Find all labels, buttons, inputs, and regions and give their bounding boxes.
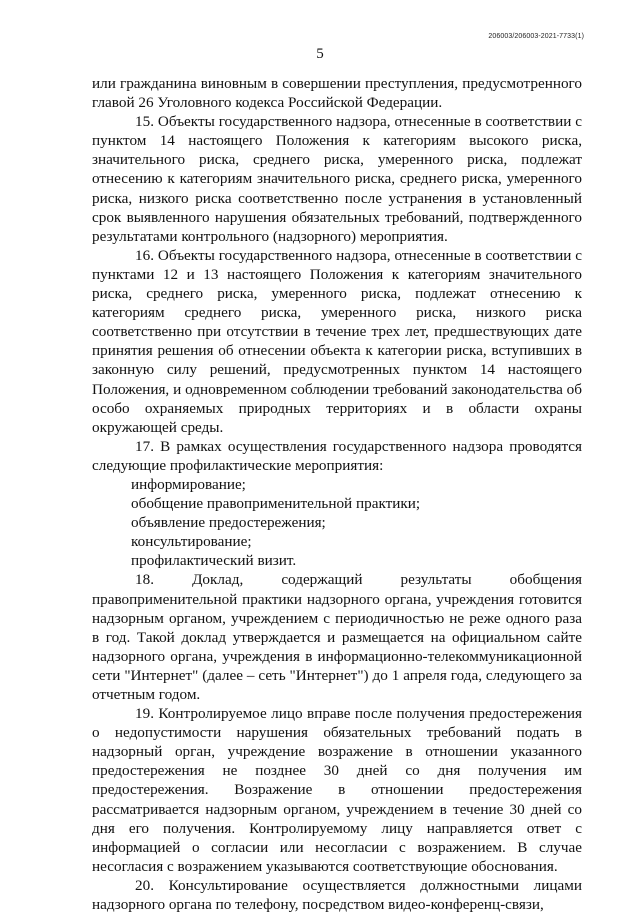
paragraph-19: 19. Контролируемое лицо вправе после получения предостережения о недопустимости нарушения обязательных требований подать в надзорный орган, учреждение возражение в отношении указанного предостережения не позднее 30 дней со дня получения им предостережения. Возражение в отношении предостережения рассматривается надзорным органом, учреждением в течение 30 дней со дня его получения. Контролируемому лицу направляется ответ с информацией о согласии или несогласии с возражением. В случае несогласия с возражением указываются соответствующие обоснования. bbox=[92, 705, 582, 875]
paragraph-15: 15. Объекты государственного надзора, отнесенные в соответствии с пунктом 14 настоящего Положения к категориям высокого риска, значительного риска, среднего риска, умеренного риска, подлежат отнесению к категориям значительного риска, среднего риска, умеренного риска, низкого риска соответственно после устранения в установленный срок выявленного нарушения обязательных требований, подтвержденного результатами контрольного (надзорного) мероприятия. bbox=[92, 113, 582, 245]
page-number: 5 bbox=[316, 46, 324, 62]
list-item: обобщение правоприменительной практики; bbox=[131, 495, 421, 513]
paragraph-16: 16. Объекты государственного надзора, отнесенные в соответствии с пунктами 12 и 13 настоящего Положения к категориям значительного риска, среднего риска, умеренного риска, подлежат отнесению к категориям среднего риска, умеренного риска, низкого риска соответственно при отсутствии в течение трех лет, предшествующих дате принятия решения об отнесении объекта к категории риска, вступивших в законную силу решений, предусмотренных пунктом 14 настоящего Положения, и одновременном соблюдении требований законодательства об особо охраняемых природных территориях и в области охраны окружающей среды. bbox=[92, 246, 582, 436]
list-item: объявление предостережения; bbox=[131, 514, 326, 532]
list-item: консультирование; bbox=[131, 533, 252, 551]
list-item: информирование; bbox=[131, 475, 246, 493]
list-item: профилактический визит. bbox=[131, 552, 297, 570]
document-id: 206003/206003-2021-7733(1) bbox=[488, 33, 584, 40]
paragraph-17: 17. В рамках осуществления государственного надзора проводятся следующие профилактические мероприятия: bbox=[92, 437, 582, 474]
paragraph-18: 18. Доклад, содержащий результаты обобщения правоприменительной практики надзорного органа, учреждения готовится надзорным органом, учреждением с периодичностью не реже одного раза в год. Такой доклад утверждается и размещается на официальном сайте надзорного органа, учреждения в информационно-телекоммуникационной сети "Интернет" (далее – сеть "Интернет") до 1 апреля года, следующего за отчетным годом. bbox=[92, 571, 582, 703]
paragraph-20: 20. Консультирование осуществляется должностными лицами надзорного органа по телефону, посредством видео-конференц-связи, bbox=[92, 876, 582, 914]
paragraph-continuation: или гражданина виновным в совершении преступления, предусмотренного главой 26 Уголовного кодекса Российской Федерации. bbox=[92, 75, 582, 112]
document-body bbox=[92, 74, 582, 914]
